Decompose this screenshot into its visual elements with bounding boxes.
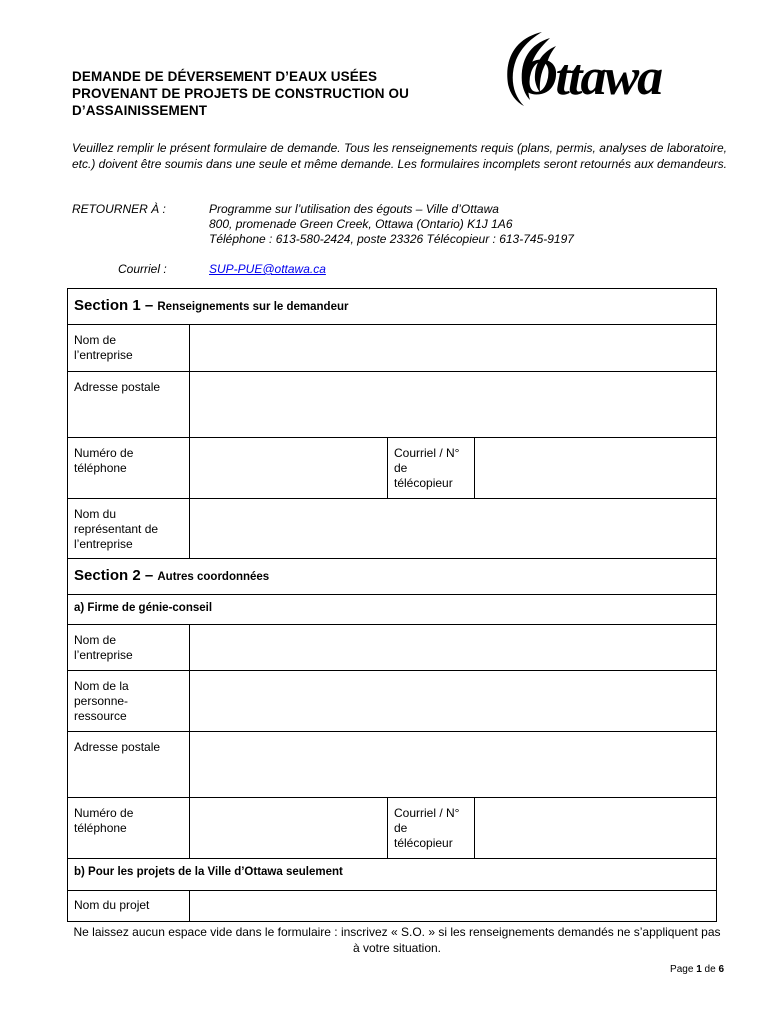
footer-note: Ne laissez aucun espace vide dans le formulaire : inscrivez « S.O. » si les renseignements demandés ne s’appliquent pas à votre situation. <box>73 925 721 955</box>
s2-project-label: Nom du projet <box>74 898 150 912</box>
s1-address-row <box>68 372 716 438</box>
s2-phone-label: Numéro de téléphone <box>74 806 134 835</box>
s2-resource-row <box>68 671 716 732</box>
return-line-1: Programme sur l’utilisation des égouts – Ville d’Ottawa <box>209 202 499 216</box>
s1-phone-row <box>68 438 716 499</box>
title-line-3: D’ASSAINISSEMENT <box>72 103 208 118</box>
s1-email-fax-field[interactable] <box>474 438 716 498</box>
s2-phone-field[interactable] <box>189 798 387 858</box>
return-to-label: RETOURNER À : <box>72 202 166 216</box>
s2-phone-row <box>68 798 716 859</box>
s1-phone-field[interactable] <box>189 438 387 498</box>
s1-email-fax-label: Courriel / N° de télécopieur <box>387 438 474 498</box>
s2-resource-label: Nom de la personne- ressource <box>74 679 129 723</box>
s2-email-fax-field[interactable] <box>474 798 716 858</box>
page-mid: de <box>701 964 719 975</box>
s1-representative-label: Nom du représentant de l’entreprise <box>74 507 159 551</box>
s2-company-field[interactable] <box>189 625 716 670</box>
s2-resource-field[interactable] <box>189 671 716 731</box>
section-2-header <box>68 559 716 595</box>
s2-email-fax-label: Courriel / N° de télécopieur <box>387 798 474 858</box>
s2-address-label: Adresse postale <box>74 740 161 754</box>
s2-project-row <box>68 891 716 921</box>
s2-company-label: Nom de l’entreprise <box>74 633 133 662</box>
section-2-number: Section 2 – <box>74 567 158 584</box>
s2-subheader-b: b) Pour les projets de la Ville d’Ottawa seulement <box>68 859 716 891</box>
s2-company-row <box>68 625 716 671</box>
application-form <box>67 288 717 922</box>
return-line-2: 800, promenade Green Creek, Ottawa (Ontario) K1J 1A6 <box>209 217 513 231</box>
title-line-1: DEMANDE DE DÉVERSEMENT D’EAUX USÉES <box>72 69 378 84</box>
title-line-2: PROVENANT DE PROJETS DE CONSTRUCTION OU <box>72 86 409 101</box>
s1-company-label: Nom de l’entreprise <box>74 333 133 362</box>
s2-address-field[interactable] <box>189 732 716 797</box>
section-2-title: Autres coordonnées <box>157 571 270 583</box>
s1-address-field[interactable] <box>189 372 716 437</box>
s1-company-field[interactable] <box>189 325 716 371</box>
form-title <box>72 68 482 119</box>
page-number <box>670 964 724 975</box>
page-current: 1 <box>696 964 702 975</box>
section-1-header <box>68 289 716 325</box>
email-label: Courriel : <box>118 262 167 276</box>
s1-address-label: Adresse postale <box>74 380 161 394</box>
page-prefix: Page <box>670 964 697 975</box>
s1-representative-field[interactable] <box>189 499 716 558</box>
s2-subheader-a: a) Firme de génie-conseil <box>68 595 716 625</box>
section-1-number: Section 1 – <box>74 297 158 314</box>
s1-representative-row <box>68 499 716 559</box>
section-1-title: Renseignements sur le demandeur <box>157 301 349 313</box>
s2-project-field[interactable] <box>189 891 716 921</box>
logo-wordmark: Ottawa <box>520 49 662 106</box>
return-address <box>209 202 574 247</box>
s2-address-row <box>68 732 716 798</box>
return-line-3: Téléphone : 613-580-2424, poste 23326 Télécopieur : 613-745-9197 <box>209 232 574 246</box>
ottawa-logo <box>498 28 703 110</box>
s1-phone-label: Numéro de téléphone <box>74 446 134 475</box>
email-link[interactable]: SUP-PUE@ottawa.ca <box>209 262 326 276</box>
intro-text: Veuillez remplir le présent formulaire de demande. Tous les renseignements requis (plans, permis, analyses de laboratoire, etc.) doivent être soumis dans une seule et même demande. Les formulaires incomplets seront retournés aux demandeurs. <box>72 141 728 171</box>
s1-company-row <box>68 325 716 372</box>
page-total: 6 <box>718 964 724 975</box>
